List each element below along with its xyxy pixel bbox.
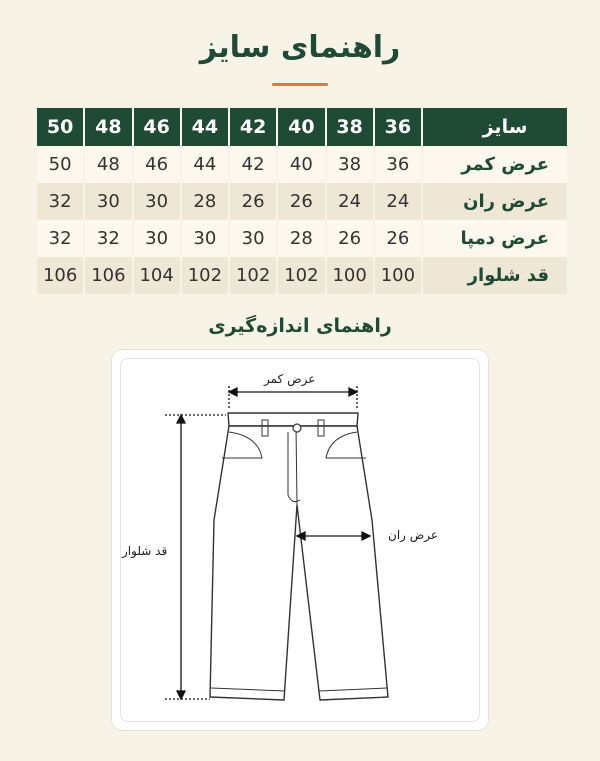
table-cell: 44: [181, 146, 229, 183]
table-cell: 106: [36, 257, 84, 294]
table-cell: 106: [84, 257, 132, 294]
table-cell: 30: [133, 183, 181, 220]
table-cell: 46: [133, 146, 181, 183]
row-label: عرض ران: [422, 183, 567, 220]
table-cell: 26: [229, 183, 277, 220]
row-label: عرض دمپا: [422, 220, 567, 257]
size-col-40: 40: [277, 108, 325, 146]
measurement-guide-title: راهنمای اندازه‌گیری: [208, 315, 392, 337]
table-cell: 100: [374, 257, 422, 294]
table-cell: 32: [84, 220, 132, 257]
table-cell: 38: [326, 146, 374, 183]
thigh-label: عرض ران: [388, 528, 439, 542]
arrowhead: [229, 388, 237, 396]
table-cell: 36: [374, 146, 422, 183]
table-cell: 100: [326, 257, 374, 294]
table-cell: 24: [374, 183, 422, 220]
header-size-label: سایز: [422, 108, 567, 146]
row-label: قد شلوار: [422, 257, 567, 294]
table-cell: 30: [84, 183, 132, 220]
size-col-38: 38: [326, 108, 374, 146]
table-cell: 24: [326, 183, 374, 220]
arrowhead: [177, 691, 185, 699]
size-col-44: 44: [181, 108, 229, 146]
arrowhead: [349, 388, 357, 396]
waist-label: عرض کمر: [264, 372, 316, 386]
size-col-42: 42: [229, 108, 277, 146]
button-icon: [293, 424, 301, 432]
table-cell: 26: [277, 183, 325, 220]
table-cell: 32: [36, 183, 84, 220]
table-cell: 102: [229, 257, 277, 294]
table-cell: 30: [133, 220, 181, 257]
size-col-46: 46: [133, 108, 181, 146]
table-cell: 50: [36, 146, 84, 183]
table-cell: 102: [277, 257, 325, 294]
waistband-outline: [228, 413, 358, 426]
table-cell: 26: [374, 220, 422, 257]
size-col-50: 50: [36, 108, 84, 146]
size-col-48: 48: [84, 108, 132, 146]
table-cell: 104: [133, 257, 181, 294]
table-cell: 28: [277, 220, 325, 257]
row-label: عرض کمر: [422, 146, 567, 183]
table-cell: 28: [181, 183, 229, 220]
page-title: راهنمای سایز: [199, 30, 401, 65]
table-cell: 48: [84, 146, 132, 183]
table-cell: 42: [229, 146, 277, 183]
size-col-36: 36: [374, 108, 422, 146]
table-cell: 40: [277, 146, 325, 183]
pants-outline: [210, 426, 388, 700]
arrowhead: [177, 415, 185, 423]
length-label: قد شلوار: [122, 544, 168, 558]
table-cell: 32: [36, 220, 84, 257]
table-cell: 30: [181, 220, 229, 257]
table-cell: 30: [229, 220, 277, 257]
table-cell: 26: [326, 220, 374, 257]
table-cell: 102: [181, 257, 229, 294]
